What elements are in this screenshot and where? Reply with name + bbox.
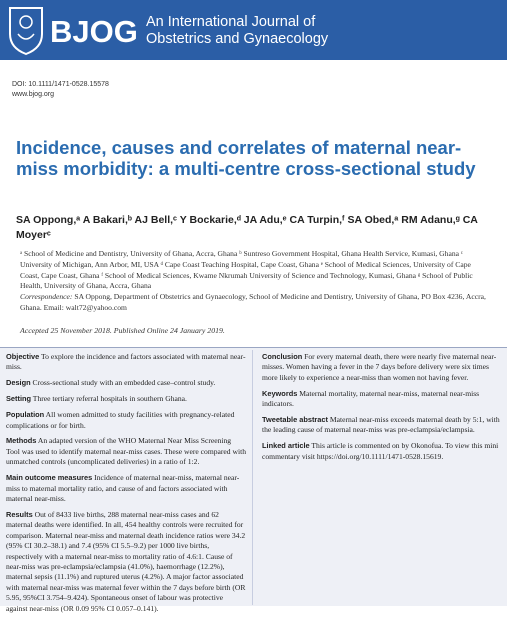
setting-paragraph [6,394,246,404]
affiliation-text: ᵃ School of Medicine and Dentistry, University of Ghana, Accra, Ghana ᵇ Suntreso Government Hospital, Ghana Health Service, Kumasi, Ghana ᶜ University of Michigan, Ann Arbor, MI, USA ᵈ Cape Coast Teaching Hospital, Cape Coast, Ghana ᵉ School of Medical Sciences, University of Cape Coast, Cape Coast, Ghana ᶠ School of Medical Sciences, Kwame Nkrumah University of Science and Technology, Kumasi, Ghana ᵍ School of Public Health, University of Ghana, Accra, Ghana [20,249,473,291]
design-label: Design [6,378,31,388]
doi-link[interactable]: DOI: 10.1111/1471-0528.15578 [12,81,109,88]
conclusion-paragraph [262,352,502,383]
website-link[interactable]: www.bjog.org [12,91,55,98]
results-text: Out of 8433 live births, 288 maternal near-miss cases and 62 maternal deaths were identified. In all, 454 healthy controls were recruited for comparison. Maternal near-miss and maternal death incidence ratios were 34.2 (95% CI 30.2–38.1) and 7.4 (95% CI 5.5–9.2) per 1000 live births, respectively with a maternal near-miss to mortality ratio of 4.6:1. Cause of near-miss was pre-eclampsia/eclampsia (41.0%), haemorrhage (12.2%), maternal sepsis (11.1%) and ruptured uterus (4.2%). A major factor associated with maternal near-miss was maternal fever within the 7 days before birth (OR 5.95, 95%CI 3.754–9.424). Spontaneous onset of labour was protective against near-miss (OR 0.09 95% CI 0.057–0.141). [6,509,246,613]
author-list: SA Oppong,ᵃ A Bakari,ᵇ AJ Bell,ᶜ Y Bockarie,ᵈ JA Adu,ᵉ CA Turpin,ᶠ SA Obed,ᵃ RM Adanu,ᵍ CA Moyerᶜ [16,214,478,241]
methods-label: Methods [6,436,37,446]
journal-name-line2: Obstetrics and Gynaecology [146,31,329,47]
article-meta [12,80,109,100]
tweet-label: Tweetable abstract [262,415,328,425]
affiliations [20,249,490,314]
linked-label: Linked article [262,441,310,451]
setting-text: Three tertiary referral hospitals in southern Ghana. [31,394,187,404]
methods-paragraph [6,436,246,467]
results-paragraph [6,510,246,614]
design-text: Cross-sectional study with an embedded case–control study. [30,378,216,388]
abstract-column-left [6,352,246,619]
journal-name [146,14,328,48]
population-text: All women admitted to study facilities with pregnancy-related complications or for birth. [6,410,235,430]
outcome-paragraph [6,473,246,504]
methods-text: An adapted version of the WHO Maternal Near Miss Screening Tool was used to identify maternal near-miss cases. These were compared with unmatched controls (uncomplicated deliveries) in a ratio of 1:2. [6,436,246,467]
setting-label: Setting [6,394,32,404]
tweet-text: Maternal near-miss exceeds maternal death by 5:1, with the leading cause of maternal near-miss was pre-eclampsia/eclampsia. [262,415,500,435]
abstract-column-right [262,352,502,468]
objective-paragraph [6,352,246,373]
correspondence-label: Correspondence: [20,292,73,302]
objective-label: Objective [6,352,40,361]
population-label: Population [6,410,45,420]
objective-text: To explore the incidence and factors associated with maternal near-miss. [6,352,246,372]
outcome-text: Incidence of maternal near-miss, maternal near-miss to maternal mortality ratio, and cause of and factors associated with maternal near-miss. [6,473,240,503]
journal-banner [0,0,507,60]
population-paragraph [6,410,246,431]
outcome-label: Main outcome measures [6,473,93,483]
linked-paragraph [262,441,502,462]
design-paragraph [6,378,246,388]
keywords-text: Maternal mortality, maternal near-miss, maternal near-miss indicators. [262,388,480,409]
results-label: Results [6,509,33,519]
keywords-label: Keywords [262,388,298,398]
accepted-date: Accepted 25 November 2018. Published Online 24 January 2019. [20,326,225,335]
linked-text[interactable]: This article is commented on by Okonofua. To view this mini commentary visit https://doi.org/10.1111/1471-0528.15619. [262,441,499,461]
conclusion-label: Conclusion [262,352,303,361]
bjog-logo-icon [6,4,138,56]
tweet-paragraph [262,415,502,436]
correspondence-text: SA Oppong, Department of Obstetrics and Gynaecology, School of Medicine and Dentistry, University of Ghana, PO Box 4236, Accra, Ghana. Email: walt72@yahoo.com [20,292,486,312]
journal-name-line1: An International Journal of [146,14,316,30]
logo-text: BJOG [50,14,138,49]
conclusion-text: For every maternal death, there were nearly five maternal near-misses. Women having a fever in the 7 days before delivery were six times more likely to experience a near-miss than women not having fever. [262,352,497,382]
article-title: Incidence, causes and correlates of maternal near-miss morbidity: a multi-centre cross-sectional study [16,137,476,179]
keywords-paragraph [262,389,502,410]
column-divider [252,350,253,605]
